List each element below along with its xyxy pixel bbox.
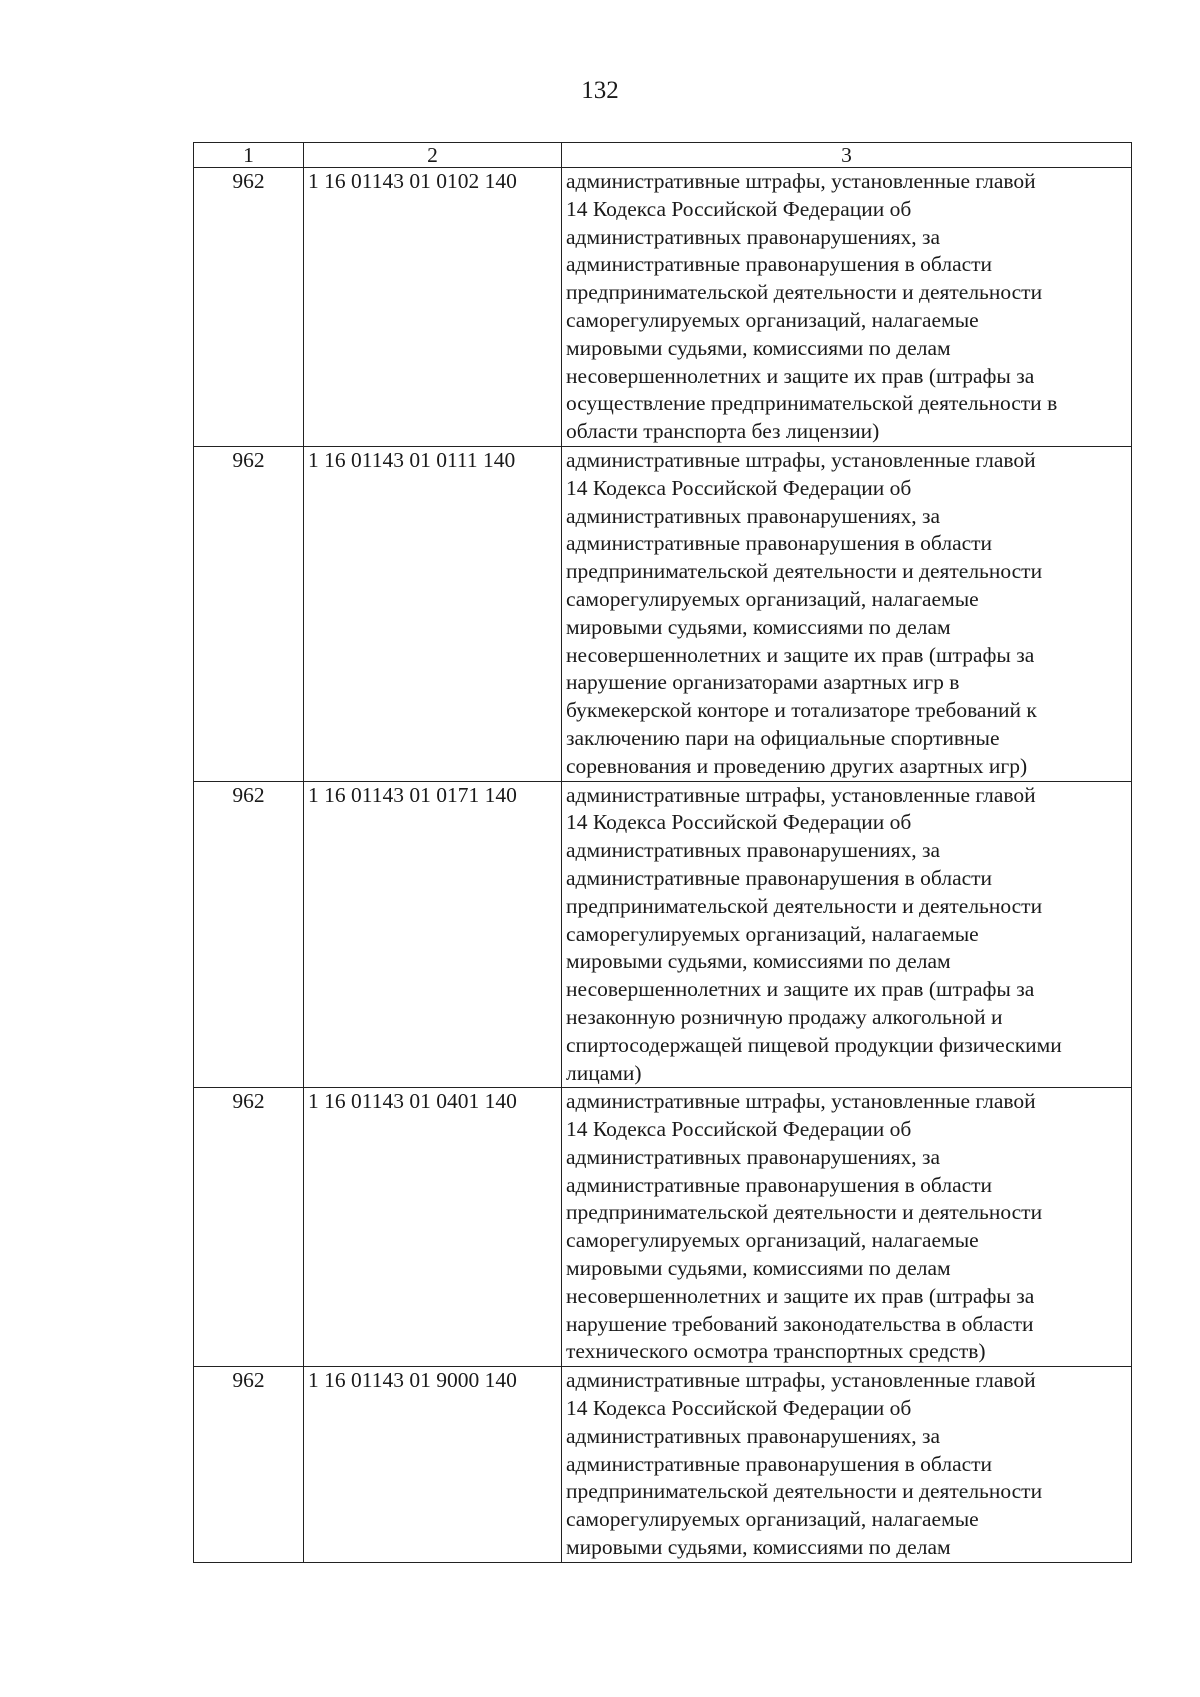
budget-code-cell: 1 16 01143 01 0102 140: [304, 168, 562, 447]
page-number: 132: [581, 77, 619, 104]
description-line: административных правонарушениях, за: [566, 224, 941, 249]
description-line: предпринимательской деятельности и деятельности: [566, 280, 1043, 305]
description-line: 14 Кодекса Российской Федерации об: [566, 196, 912, 221]
description-line: 14 Кодекса Российской Федерации об: [566, 1396, 912, 1421]
description-line: административные штрафы, установленные главой: [566, 1368, 1036, 1393]
table-row: [194, 1367, 1132, 1563]
table-body: [194, 168, 1132, 1563]
table-row: [194, 446, 1132, 781]
description-line: административных правонарушениях, за: [566, 503, 941, 528]
description-line: несовершеннолетних и защите их прав (штрафы за: [566, 1283, 1035, 1308]
description-line: саморегулируемых организаций, налагаемые: [566, 921, 979, 946]
description-line: 14 Кодекса Российской Федерации об: [566, 1117, 912, 1142]
description-line: административные штрафы, установленные главой: [566, 169, 1036, 193]
description-line: административные правонарушения в области: [566, 1172, 993, 1197]
description-line: области транспорта без лицензии): [566, 419, 880, 444]
description-line: предпринимательской деятельности и деятельности: [566, 893, 1043, 918]
description-line: административных правонарушениях, за: [566, 1423, 941, 1448]
admin-code-cell: 962: [194, 1367, 304, 1563]
description-line: несовершеннолетних и защите их прав (штрафы за: [566, 642, 1035, 667]
description-line: мировыми судьями, комиссиями по делам: [566, 614, 951, 639]
description-line: предпринимательской деятельности и деятельности: [566, 1479, 1043, 1504]
description-line: административных правонарушениях, за: [566, 1144, 941, 1169]
description-cell: [562, 781, 1132, 1088]
description-line: букмекерской конторе и тотализаторе требований к: [566, 698, 1037, 723]
budget-classification-table: [193, 142, 1132, 1563]
table-row: [194, 168, 1132, 447]
description-line: саморегулируемых организаций, налагаемые: [566, 1507, 979, 1532]
description-cell: [562, 1367, 1132, 1563]
admin-code-cell: 962: [194, 446, 304, 781]
admin-code-cell: 962: [194, 168, 304, 447]
description-line: предпринимательской деятельности и деятельности: [566, 1200, 1043, 1225]
description-line: незаконную розничную продажу алкогольной и: [566, 1004, 1003, 1029]
description-line: соревнования и проведению других азартных игр): [566, 753, 1028, 778]
description-line: мировыми судьями, комиссиями по делам: [566, 1256, 951, 1281]
description-line: несовершеннолетних и защите их прав (штрафы за: [566, 977, 1035, 1002]
column-header-2: 2: [304, 143, 562, 168]
description-line: предпринимательской деятельности и деятельности: [566, 559, 1043, 584]
description-line: административные правонарушения в области: [566, 531, 993, 556]
description-line: административные правонарушения в области: [566, 1451, 993, 1476]
description-line: нарушение требований законодательства в области: [566, 1311, 1034, 1336]
description-line: 14 Кодекса Российской Федерации об: [566, 475, 912, 500]
header-row: [194, 143, 1132, 168]
description-line: мировыми судьями, комиссиями по делам: [566, 949, 951, 974]
admin-code-cell: 962: [194, 1088, 304, 1367]
description-line: заключению пари на официальные спортивные: [566, 725, 1000, 750]
description-line: административные штрафы, установленные главой: [566, 1089, 1036, 1114]
description-line: административные штрафы, установленные главой: [566, 447, 1036, 472]
budget-code-cell: 1 16 01143 01 9000 140: [304, 1367, 562, 1563]
description-cell: [562, 446, 1132, 781]
table-header: [194, 143, 1132, 168]
description-line: саморегулируемых организаций, налагаемые: [566, 307, 979, 332]
budget-code-cell: 1 16 01143 01 0171 140: [304, 781, 562, 1088]
description-line: несовершеннолетних и защите их прав (штрафы за: [566, 363, 1035, 388]
description-line: 14 Кодекса Российской Федерации об: [566, 810, 912, 835]
description-line: нарушение организаторами азартных игр в: [566, 670, 960, 695]
admin-code-cell: 962: [194, 781, 304, 1088]
description-cell: [562, 1088, 1132, 1367]
description-line: административные правонарушения в области: [566, 865, 993, 890]
description-line: саморегулируемых организаций, налагаемые: [566, 586, 979, 611]
column-header-1: 1: [194, 143, 304, 168]
description-line: технического осмотра транспортных средств): [566, 1339, 986, 1364]
column-header-3: 3: [562, 143, 1132, 168]
description-line: мировыми судьями, комиссиями по делам: [566, 335, 951, 360]
description-line: административные штрафы, установленные главой: [566, 782, 1036, 807]
description-line: саморегулируемых организаций, налагаемые: [566, 1228, 979, 1253]
description-line: лицами): [566, 1060, 642, 1085]
budget-code-cell: 1 16 01143 01 0401 140: [304, 1088, 562, 1367]
description-line: мировыми судьями, комиссиями по делам: [566, 1535, 951, 1560]
description-line: административные правонарушения в области: [566, 252, 993, 277]
budget-code-cell: 1 16 01143 01 0111 140: [304, 446, 562, 781]
description-line: спиртосодержащей пищевой продукции физическими: [566, 1032, 1062, 1057]
description-line: осуществление предпринимательской деятельности в: [566, 391, 1058, 416]
table-row: [194, 1088, 1132, 1367]
table-row: [194, 781, 1132, 1088]
description-cell: [562, 168, 1132, 447]
description-line: административных правонарушениях, за: [566, 838, 941, 863]
